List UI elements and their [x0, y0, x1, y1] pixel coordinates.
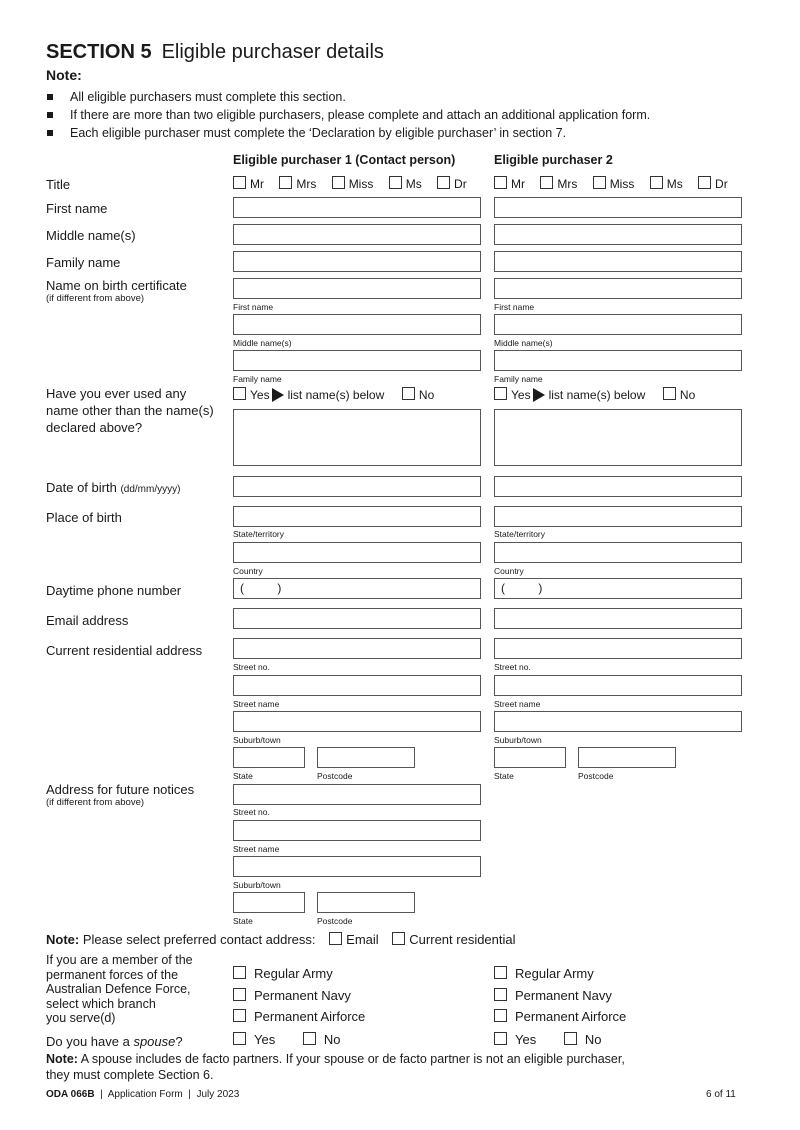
checkbox[interactable] — [540, 176, 553, 189]
res-postcode-field-p1[interactable] — [317, 747, 415, 768]
checkbox-yes[interactable] — [233, 1032, 246, 1045]
note-item: Each eligible purchaser must complete the ‘Declaration by eligible purchaser’ in section 7. — [46, 124, 650, 142]
note-item: All eligible purchasers must complete this section. — [46, 88, 650, 106]
res-street-name-field-p2[interactable] — [494, 675, 742, 696]
title-option-miss[interactable]: Miss — [593, 177, 635, 191]
family-name-label: Family name — [46, 255, 121, 270]
sub-label: State — [494, 771, 514, 781]
other-names-textarea-p1[interactable] — [233, 409, 481, 466]
future-address-label: Address for future notices — [46, 782, 195, 797]
first-name-label: First name — [46, 201, 108, 216]
note-heading: Note: — [46, 67, 82, 83]
birth-family-name-field-p1[interactable] — [233, 350, 481, 371]
section-heading: Eligible purchaser details — [161, 41, 384, 63]
checkbox[interactable] — [494, 966, 507, 979]
adf-option-navy[interactable]: Permanent Navy — [494, 985, 626, 1007]
section-number: SECTION 5 — [46, 41, 152, 63]
arrow-right-icon — [272, 388, 284, 402]
contact-preference: Note: Please select preferred contact address: Email Current residential — [46, 932, 516, 947]
res-street-name-field-p1[interactable] — [233, 675, 481, 696]
checkbox-no[interactable] — [303, 1032, 316, 1045]
checkbox-no[interactable] — [564, 1032, 577, 1045]
fut-postcode-field[interactable] — [317, 892, 415, 913]
other-name-options-p2: Yes list name(s) below No — [494, 387, 695, 402]
title-label: Title — [46, 177, 71, 192]
sub-label: Postcode — [317, 771, 353, 781]
fut-suburb-field[interactable] — [233, 856, 481, 877]
fut-street-no-field[interactable] — [233, 784, 481, 805]
title-option-mr[interactable]: Mr — [494, 177, 525, 191]
adf-options-p1 — [233, 963, 365, 1028]
phone-field-p2[interactable]: ( ) — [494, 578, 742, 599]
sub-label: Middle name(s) — [233, 338, 292, 348]
adf-option-airforce[interactable]: Permanent Airforce — [494, 1006, 626, 1028]
first-name-field-p1[interactable] — [233, 197, 481, 218]
middle-names-field-p1[interactable] — [233, 224, 481, 245]
sub-label: Suburb/town — [233, 735, 281, 745]
spouse-label: Do you have a spouse? — [46, 1034, 183, 1049]
pob-country-field-p1[interactable] — [233, 542, 481, 563]
checkbox[interactable] — [389, 176, 402, 189]
note-item: If there are more than two eligible purchasers, please complete and attach an additional application form. — [46, 106, 650, 124]
title-option-mrs[interactable]: Mrs — [279, 177, 316, 191]
sub-label: State/territory — [233, 529, 285, 539]
adf-option-army[interactable]: Regular Army — [233, 963, 365, 985]
spouse-options-p2: Yes No — [494, 1032, 601, 1047]
other-name-label: Have you ever used any name other than the name(s) declared above? — [46, 386, 214, 435]
dob-label: Date of birth (dd/mm/yyyy) — [46, 480, 181, 495]
sub-label: Street no. — [233, 662, 270, 672]
checkbox[interactable] — [650, 176, 663, 189]
checkbox-email[interactable] — [329, 932, 342, 945]
page-number: 6 of 11 — [706, 1089, 736, 1100]
checkbox[interactable] — [233, 176, 246, 189]
other-names-textarea-p2[interactable] — [494, 409, 742, 466]
email-label: Email address — [46, 613, 129, 628]
fut-state-field[interactable] — [233, 892, 305, 913]
spouse-note: Note: A spouse includes de facto partners. If your spouse or de facto partner is not an eligible purchaser, they must complete Section 6. — [46, 1052, 625, 1082]
adf-label: If you are a member of the permanent forces of the Australian Defence Force, select which branch you serve(d) — [46, 953, 193, 1025]
birth-middle-name-field-p2[interactable] — [494, 314, 742, 335]
sub-label: Street no. — [233, 807, 270, 817]
sub-label: Street name — [494, 699, 541, 709]
middle-names-label: Middle name(s) — [46, 228, 136, 243]
checkbox-current-residential[interactable] — [392, 932, 405, 945]
title-option-miss[interactable]: Miss — [332, 177, 374, 191]
sub-label: Postcode — [317, 916, 353, 926]
checkbox[interactable] — [437, 176, 450, 189]
checkbox[interactable] — [494, 176, 507, 189]
title-option-ms[interactable]: Ms — [650, 177, 683, 191]
sub-label: Country — [494, 566, 524, 576]
birth-first-name-field-p2[interactable] — [494, 278, 742, 299]
birth-first-name-field-p1[interactable] — [233, 278, 481, 299]
res-state-field-p1[interactable] — [233, 747, 305, 768]
checkbox-yes[interactable] — [494, 1032, 507, 1045]
pob-state-field-p2[interactable] — [494, 506, 742, 527]
sub-label: State — [233, 916, 253, 926]
adf-option-navy[interactable]: Permanent Navy — [233, 985, 365, 1007]
sub-label: Street no. — [494, 662, 531, 672]
birth-middle-name-field-p1[interactable] — [233, 314, 481, 335]
title-option-dr[interactable]: Dr — [698, 177, 728, 191]
email-field-p2[interactable] — [494, 608, 742, 629]
title-option-mr[interactable]: Mr — [233, 177, 264, 191]
section-title — [46, 41, 384, 64]
sub-label: Suburb/town — [233, 880, 281, 890]
sub-label: State/territory — [494, 529, 546, 539]
checkbox[interactable] — [233, 1009, 246, 1022]
title-options-p1 — [233, 176, 473, 191]
sub-label: State — [233, 771, 253, 781]
sub-label: Postcode — [578, 771, 614, 781]
res-state-field-p2[interactable] — [494, 747, 566, 768]
checkbox[interactable] — [698, 176, 711, 189]
first-name-field-p2[interactable] — [494, 197, 742, 218]
sub-label: Street name — [233, 844, 280, 854]
dob-field-p2[interactable] — [494, 476, 742, 497]
checkbox[interactable] — [279, 176, 292, 189]
checkbox[interactable] — [593, 176, 606, 189]
res-street-no-field-p1[interactable] — [233, 638, 481, 659]
pob-state-field-p1[interactable] — [233, 506, 481, 527]
res-postcode-field-p2[interactable] — [578, 747, 676, 768]
residential-label: Current residential address — [46, 643, 203, 658]
checkbox-yes[interactable] — [233, 387, 246, 400]
title-option-mrs[interactable]: Mrs — [540, 177, 577, 191]
sub-label: Family name — [494, 374, 543, 384]
title-option-ms[interactable]: Ms — [389, 177, 422, 191]
title-option-dr[interactable]: Dr — [437, 177, 467, 191]
checkbox[interactable] — [494, 1009, 507, 1022]
phone-field-p1[interactable]: ( ) — [233, 578, 481, 599]
birth-family-name-field-p2[interactable] — [494, 350, 742, 371]
future-address-hint: (if different from above) — [46, 797, 145, 808]
checkbox-yes[interactable] — [494, 387, 507, 400]
adf-options-p2 — [494, 963, 626, 1028]
sub-label: Street name — [233, 699, 280, 709]
title-options-p2 — [494, 176, 734, 191]
fut-street-name-field[interactable] — [233, 820, 481, 841]
adf-option-airforce[interactable]: Permanent Airforce — [233, 1006, 365, 1028]
family-name-field-p2[interactable] — [494, 251, 742, 272]
note-list — [46, 88, 650, 142]
birth-cert-label: Name on birth certificate — [46, 278, 187, 293]
sub-label: Middle name(s) — [494, 338, 553, 348]
family-name-field-p1[interactable] — [233, 251, 481, 272]
arrow-right-icon — [533, 388, 545, 402]
column-heading-purchaser-1: Eligible purchaser 1 (Contact person) — [233, 153, 456, 167]
sub-label: Suburb/town — [494, 735, 542, 745]
pob-country-field-p2[interactable] — [494, 542, 742, 563]
res-suburb-field-p2[interactable] — [494, 711, 742, 732]
checkbox[interactable] — [233, 966, 246, 979]
email-field-p1[interactable] — [233, 608, 481, 629]
phone-label: Daytime phone number — [46, 583, 182, 598]
birth-cert-hint: (if different from above) — [46, 293, 145, 304]
checkbox[interactable] — [332, 176, 345, 189]
pob-label: Place of birth — [46, 510, 122, 525]
adf-option-army[interactable]: Regular Army — [494, 963, 626, 985]
sub-label: Country — [233, 566, 263, 576]
sub-label: First name — [494, 302, 535, 312]
other-name-options-p1: Yes list name(s) below No — [233, 387, 434, 402]
sub-label: Family name — [233, 374, 282, 384]
checkbox-no[interactable] — [663, 387, 676, 400]
middle-names-field-p2[interactable] — [494, 224, 742, 245]
sub-label: First name — [233, 302, 274, 312]
footer-info: ODA 066B | Application Form | July 2023 — [46, 1089, 240, 1100]
dob-field-p1[interactable] — [233, 476, 481, 497]
res-street-no-field-p2[interactable] — [494, 638, 742, 659]
spouse-options-p1: Yes No — [233, 1032, 340, 1047]
checkbox-no[interactable] — [402, 387, 415, 400]
checkbox[interactable] — [494, 988, 507, 1001]
res-suburb-field-p1[interactable] — [233, 711, 481, 732]
column-heading-purchaser-2: Eligible purchaser 2 — [494, 153, 613, 167]
checkbox[interactable] — [233, 988, 246, 1001]
